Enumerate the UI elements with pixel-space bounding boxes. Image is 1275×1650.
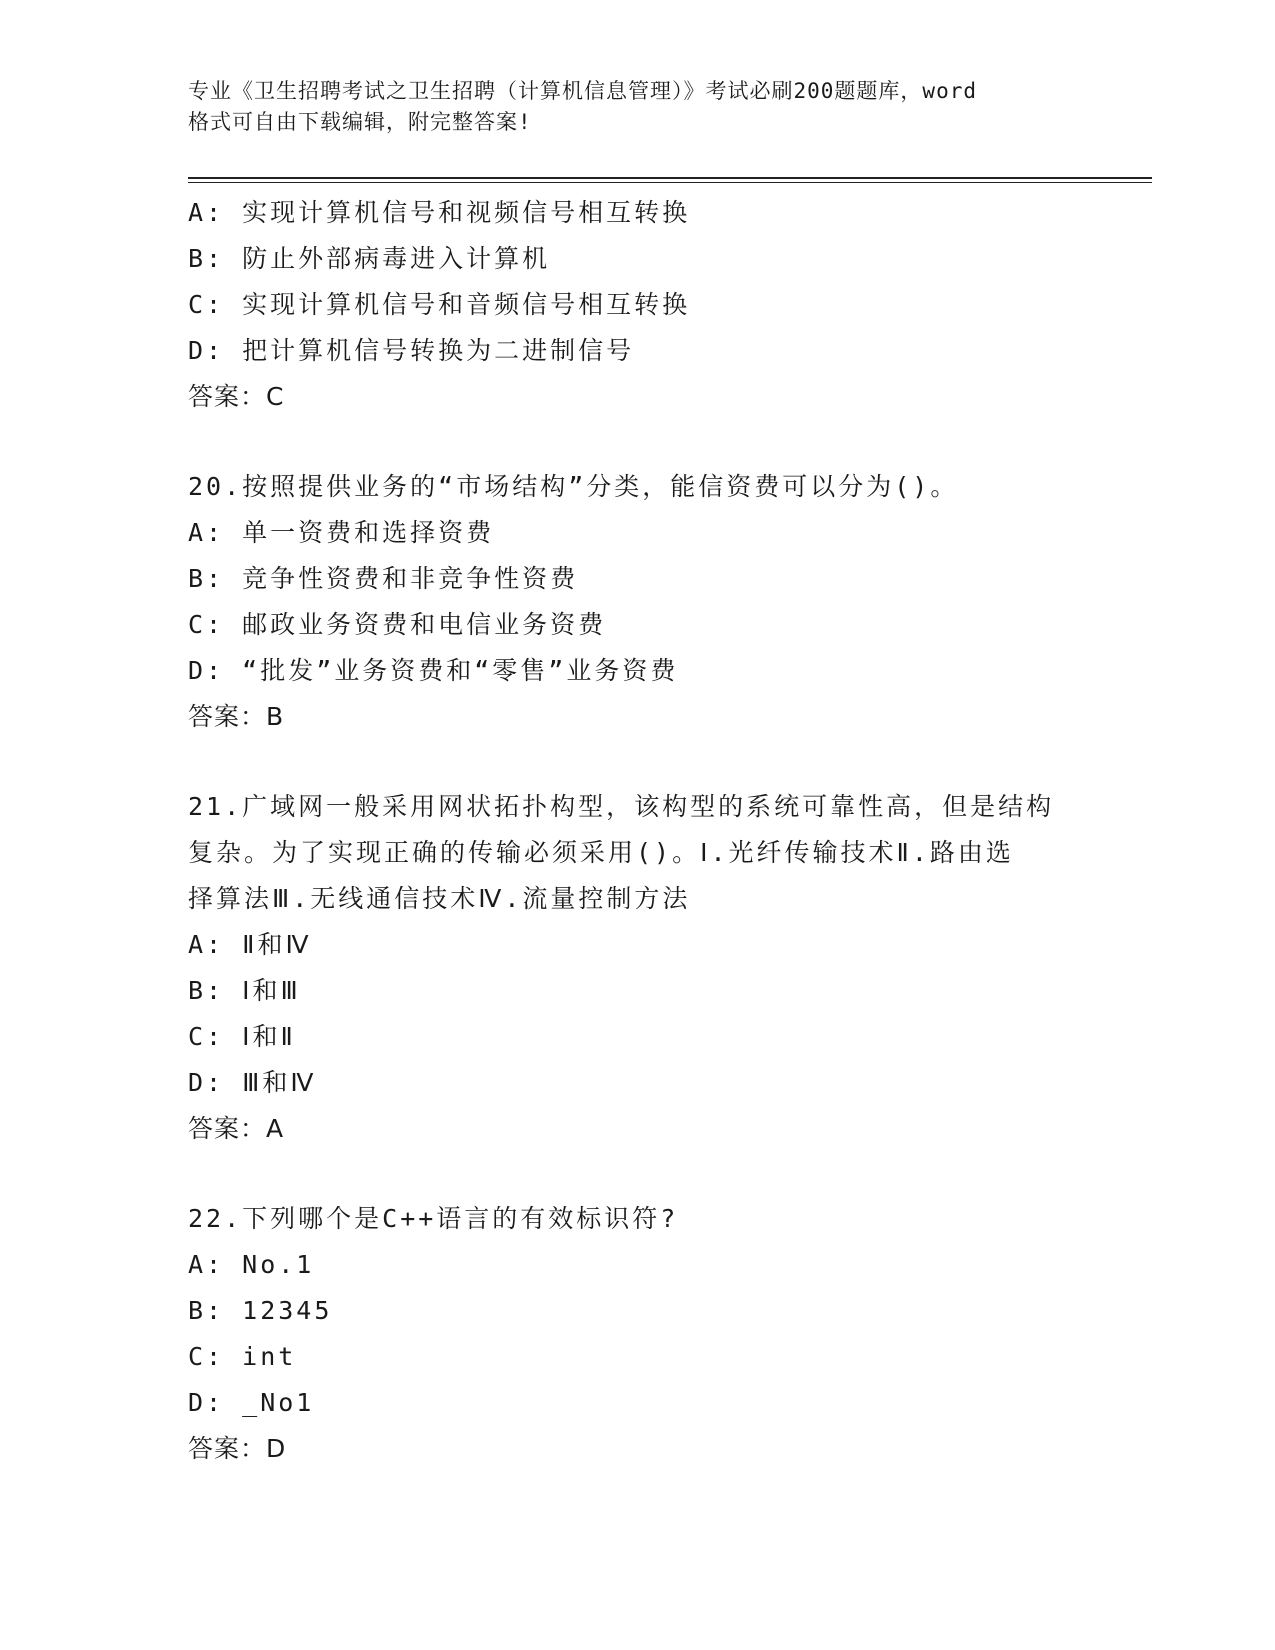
option-d: D: _No1: [188, 1388, 315, 1417]
option-c: C: int: [188, 1342, 297, 1371]
document-header: [188, 76, 1088, 138]
question-text: 22.下列哪个是C++语言的有效标识符?: [188, 1204, 679, 1233]
option-b: B: 12345: [188, 1296, 333, 1325]
header-divider-thick: [188, 177, 1152, 179]
answer-label: 答案：B: [188, 702, 285, 731]
option-a: A: 实现计算机信号和视频信号相互转换: [188, 198, 691, 227]
block-spacer: [188, 1152, 1088, 1196]
question-list: [188, 190, 1088, 1472]
question-block-22: [188, 1196, 1088, 1472]
block-spacer: [188, 420, 1088, 464]
option-c: C: Ⅰ和Ⅱ: [188, 1022, 296, 1051]
block-spacer: [188, 740, 1088, 784]
header-divider-thin: [188, 182, 1152, 183]
question-block-21: [188, 784, 1088, 1152]
answer-label: 答案：A: [188, 1114, 285, 1143]
option-a: A: No.1: [188, 1250, 315, 1279]
question-text-line-2: 复杂。为了实现正确的传输必须采用()。Ⅰ.光纤传输技术Ⅱ.路由选: [188, 838, 1014, 867]
header-line-2: 格式可自由下载编辑，附完整答案!: [188, 110, 532, 134]
question-text: 20.按照提供业务的“市场结构”分类，能信资费可以分为()。: [188, 472, 959, 501]
option-c: C: 实现计算机信号和音频信号相互转换: [188, 290, 691, 319]
option-d: D: “批发”业务资费和“零售”业务资费: [188, 656, 679, 685]
answer-label: 答案：D: [188, 1434, 287, 1463]
option-d: D: Ⅲ和Ⅳ: [188, 1068, 317, 1097]
option-d: D: 把计算机信号转换为二进制信号: [188, 336, 635, 365]
question-text-line-3: 择算法Ⅲ.无线通信技术Ⅳ.流量控制方法: [188, 884, 691, 913]
question-block-20: [188, 464, 1088, 740]
question-text-line-1: 21.广域网一般采用网状拓扑构型，该构型的系统可靠性高，但是结构: [188, 792, 1055, 821]
option-b: B: 竞争性资费和非竞争性资费: [188, 564, 579, 593]
question-block-19: [188, 190, 1088, 420]
option-a: A: Ⅱ和Ⅳ: [188, 930, 312, 959]
option-a: A: 单一资费和选择资费: [188, 518, 495, 547]
answer-label: 答案：C: [188, 382, 285, 411]
option-b: B: Ⅰ和Ⅲ: [188, 976, 301, 1005]
header-line-1: 专业《卫生招聘考试之卫生招聘（计算机信息管理）》考试必刷200题题库，word: [188, 79, 977, 103]
option-c: C: 邮政业务资费和电信业务资费: [188, 610, 607, 639]
option-b: B: 防止外部病毒进入计算机: [188, 244, 551, 273]
